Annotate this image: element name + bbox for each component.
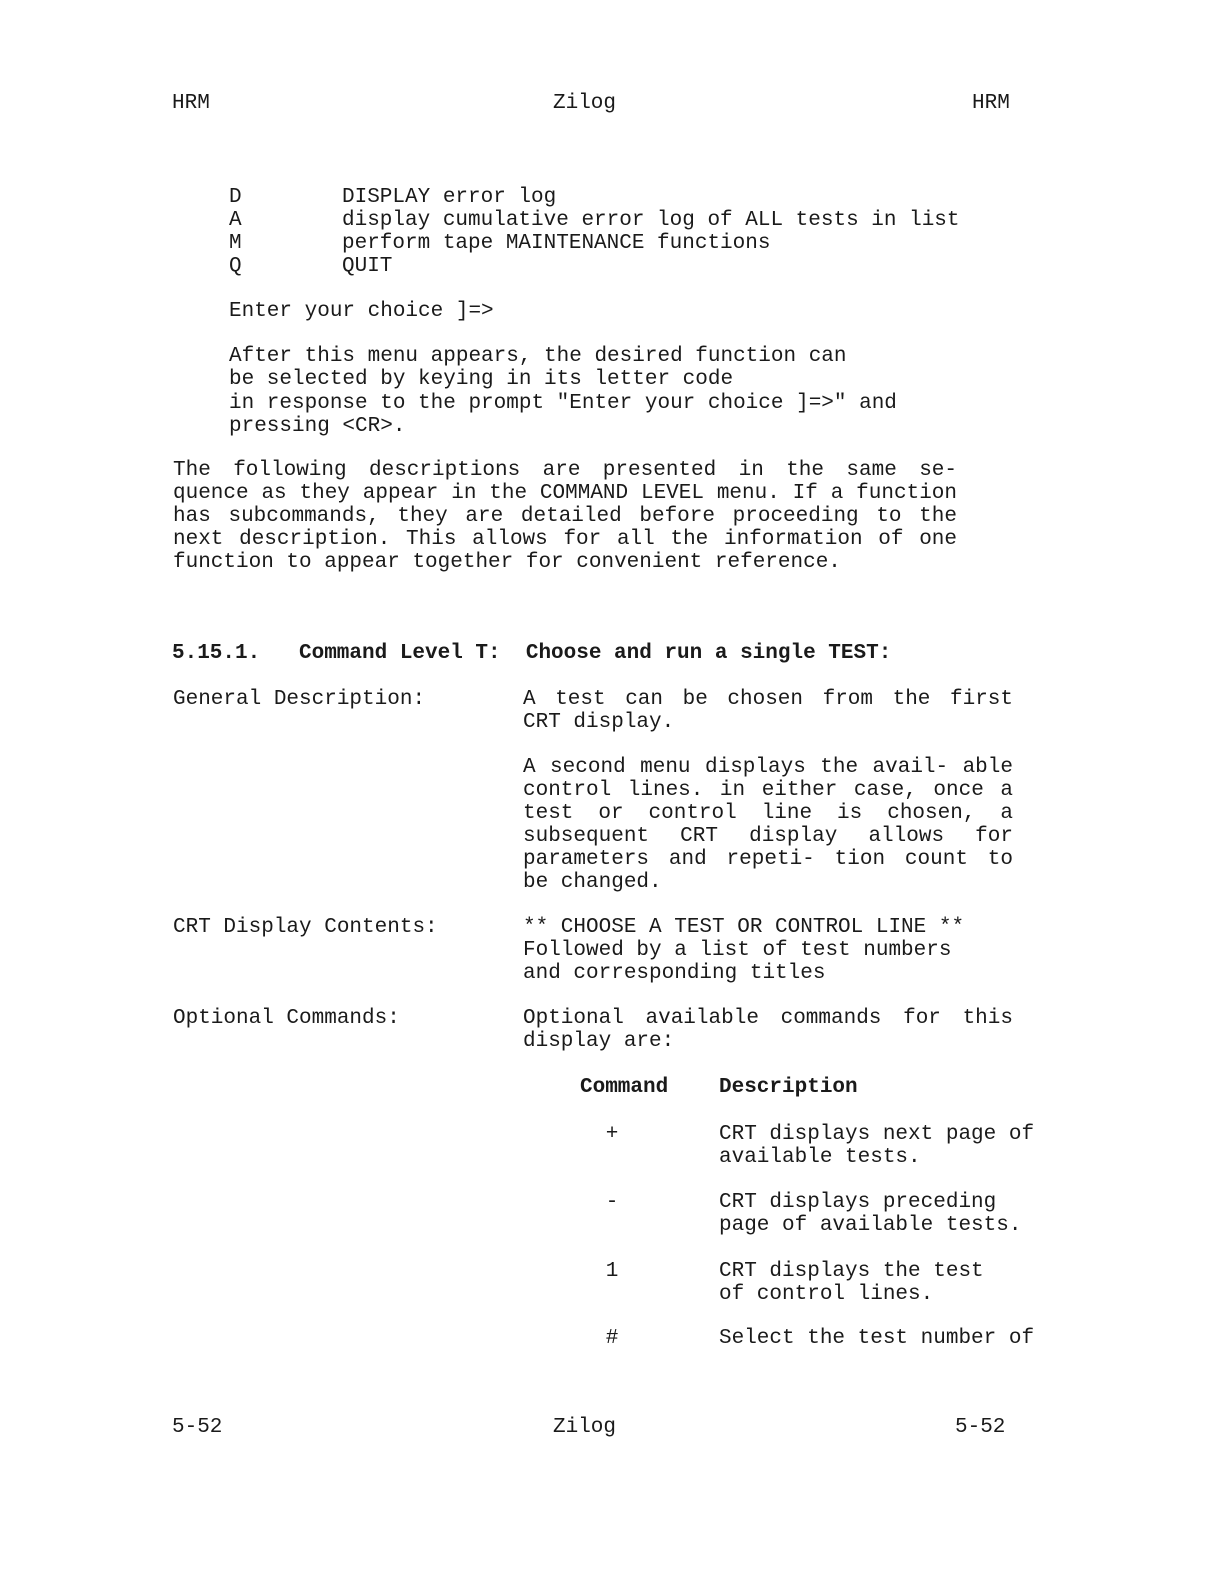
command-key: - — [605, 1191, 619, 1214]
general-description-para2: A second menu displays the avail- able control lines. in either case, once a test or control line is chosen, a subsequent CRT display allows for parameters and repeti- tion count to be changed. — [523, 756, 1013, 894]
section-number: 5.15.1. — [172, 642, 261, 665]
prompt-text: Enter your choice ]=> — [229, 300, 494, 323]
command-description-line: CRT displays next page of — [719, 1123, 1035, 1146]
header-left: HRM — [172, 92, 210, 115]
menu-desc: perform tape MAINTENANCE functions — [342, 232, 771, 255]
crt-display-line: and corresponding titles — [523, 962, 826, 985]
command-description-line: Select the test number of — [719, 1327, 1035, 1350]
menu-desc: QUIT — [342, 255, 393, 278]
crt-display-label: CRT Display Contents: — [173, 916, 438, 939]
section-title: Command Level T: Choose and run a single TEST: — [299, 642, 892, 665]
command-description-line: page of available tests. — [719, 1214, 1022, 1237]
header-center: Zilog — [553, 92, 617, 115]
paragraph-line: be selected by keying in its letter code — [229, 368, 734, 391]
crt-display-line: ** CHOOSE A TEST OR CONTROL LINE ** — [523, 916, 965, 939]
intro-paragraph: The following descriptions are presented in the same se- quence as they appear in the COMMAND LEVEL menu. If a function has subcommands, they are detailed before proceeding to the next description. This allows for all the information of one function to appear together for convenient reference. — [173, 459, 957, 574]
header-right: HRM — [972, 92, 1010, 115]
menu-code: Q — [229, 255, 242, 278]
table-header-description: Description — [719, 1076, 858, 1099]
menu-desc: display cumulative error log of ALL tests in list — [342, 209, 960, 232]
command-key: + — [605, 1123, 619, 1146]
paragraph-line: After this menu appears, the desired function can — [229, 345, 847, 368]
command-key: 1 — [605, 1260, 619, 1283]
footer-left-page-number: 5-52 — [172, 1416, 223, 1439]
paragraph-line: in response to the prompt "Enter your choice ]=>" and — [229, 392, 897, 415]
command-description-line: of control lines. — [719, 1283, 934, 1306]
menu-desc: DISPLAY error log — [342, 186, 557, 209]
command-description-line: available tests. — [719, 1146, 921, 1169]
footer-right-page-number: 5-52 — [955, 1416, 1006, 1439]
optional-commands-label: Optional Commands: — [173, 1007, 400, 1030]
general-description-label: General Description: — [173, 688, 426, 711]
command-description-line: CRT displays preceding — [719, 1191, 997, 1214]
optional-commands-text: Optional available commands for this display are: — [523, 1007, 1013, 1053]
table-header-command: Command — [580, 1076, 669, 1099]
menu-code: D — [229, 186, 242, 209]
menu-code: A — [229, 209, 242, 232]
general-description-para1: A test can be chosen from the first CRT display. — [523, 688, 1013, 734]
command-key: # — [605, 1327, 619, 1350]
crt-display-line: Followed by a list of test numbers — [523, 939, 952, 962]
footer-center: Zilog — [553, 1416, 617, 1439]
paragraph-line: pressing <CR>. — [229, 415, 406, 438]
command-description-line: CRT displays the test — [719, 1260, 984, 1283]
menu-code: M — [229, 232, 242, 255]
